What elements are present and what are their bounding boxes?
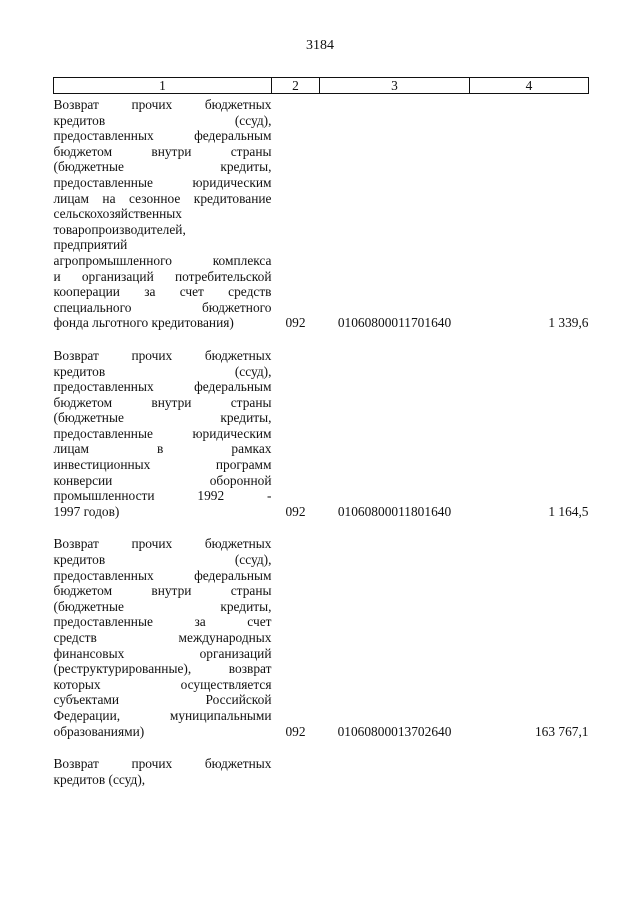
description-line: Возврат прочих бюджетных	[53, 536, 272, 552]
description-line: бюджетом внутри страны	[53, 394, 272, 410]
classification-code	[320, 753, 470, 787]
admin-code: 092	[285, 315, 306, 331]
description-line: фонда льготного кредитования)	[53, 315, 234, 331]
table-row	[54, 533, 589, 753]
description-line: товаропроизводителей,	[53, 221, 186, 237]
description-line: предоставленных федеральным	[53, 379, 272, 395]
description-line: лицам в рамках	[53, 441, 272, 457]
budget-table	[53, 77, 589, 787]
description-line: Возврат прочих бюджетных	[53, 756, 272, 772]
description-line: и организаций потребительской	[53, 268, 272, 284]
description-line: лицам на сезонное кредитование	[53, 190, 272, 206]
description-line: кредитов (ссуд),	[53, 363, 272, 379]
amount: 163 767,1	[534, 723, 589, 739]
description-line: кредитов (ссуд),	[53, 112, 272, 128]
page-number: 3184	[306, 38, 334, 53]
description-line: конверсии оборонной	[53, 472, 272, 488]
column-header-3: 3	[320, 78, 470, 94]
row-description	[54, 753, 272, 787]
description-line: субъектами Российской	[53, 692, 272, 708]
description-line: промышленности 1992 -	[53, 488, 272, 504]
description-line: предоставленные юридическим	[53, 425, 272, 441]
amount	[470, 753, 589, 787]
column-header-4: 4	[470, 78, 589, 94]
description-line: предоставленных федеральным	[53, 567, 272, 583]
description-line: образованиями)	[53, 723, 145, 739]
description-line: кредитов (ссуд),	[53, 552, 272, 568]
table-row	[54, 345, 589, 534]
admin-code	[272, 753, 320, 787]
amount: 1 339,6	[548, 315, 589, 331]
table-header-row	[54, 78, 589, 94]
description-line: специального бюджетного	[53, 299, 272, 315]
row-description	[54, 533, 272, 753]
description-line: кооперации за счет средств	[53, 284, 272, 300]
amount: 1 164,5	[548, 503, 589, 519]
description-line: инвестиционных программ	[53, 457, 272, 473]
classification-code: 01060800011701640	[337, 315, 452, 331]
row-description	[54, 94, 272, 345]
description-line: предприятий	[53, 237, 128, 253]
description-line: предоставленные юридическим	[53, 174, 272, 190]
table-row	[54, 753, 589, 787]
description-line: которых осуществляется	[53, 676, 272, 692]
description-line: Возврат прочих бюджетных	[53, 347, 272, 363]
row-description	[54, 345, 272, 534]
column-header-1: 1	[54, 78, 272, 94]
description-line: предоставленные за счет	[53, 614, 272, 630]
description-line: средств международных	[53, 630, 272, 645]
admin-code: 092	[285, 723, 306, 739]
description-line: финансовых организаций	[53, 645, 272, 661]
description-line: 1997 годов)	[53, 503, 120, 519]
classification-code: 01060800011801640	[337, 503, 452, 519]
description-line: Федерации, муниципальными	[53, 707, 272, 723]
classification-code: 01060800013702640	[337, 723, 452, 739]
description-line: (реструктурированные), возврат	[53, 661, 272, 677]
admin-code: 092	[285, 503, 306, 519]
description-line: (бюджетные кредиты,	[53, 410, 272, 426]
description-line: (бюджетные кредиты,	[53, 159, 272, 175]
description-line: бюджетом внутри страны	[53, 143, 272, 159]
description-line: кредитов (ссуд),	[53, 771, 146, 787]
description-line: агропромышленного комплекса	[53, 252, 272, 268]
description-line: (бюджетные кредиты,	[53, 598, 272, 614]
description-line: бюджетом внутри страны	[53, 583, 272, 599]
description-line: Возврат прочих бюджетных	[53, 97, 272, 112]
description-line: предоставленных федеральным	[53, 128, 272, 144]
table-body	[54, 94, 589, 788]
column-header-2: 2	[272, 78, 320, 94]
description-line: сельскохозяйственных	[53, 206, 182, 222]
table-row	[54, 94, 589, 345]
